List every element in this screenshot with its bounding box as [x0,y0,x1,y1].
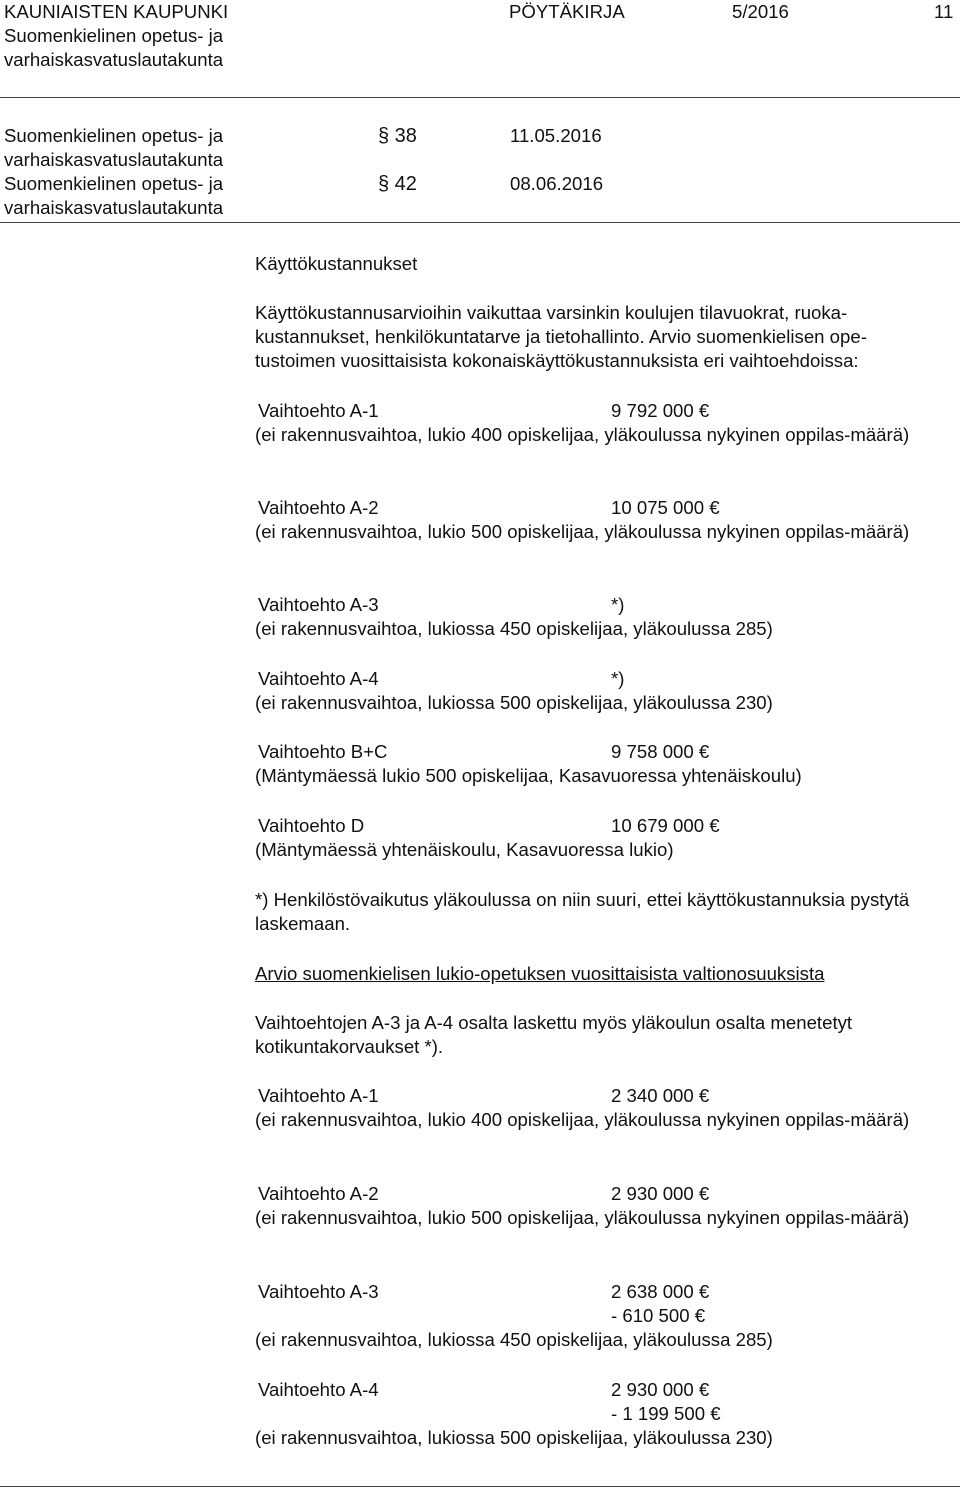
section-heading: Käyttökustannukset [255,253,418,274]
intro-paragraph: Käyttökustannusarvioihin vaikuttaa varsinkin koulujen tilavuokrat, ruoka-kustannukset, henkilökuntatarve ja tietohallinto. Arvio suomenkielisen ope-tustoimen vuosittaisista kokonaiskäyttökustannuksista eri vaihtoehdoissa: [255,302,867,371]
alternative-name: Vaihtoehto A-2 [258,1183,379,1204]
reference-date: 11.05.2016 [510,125,602,146]
subsidy-heading: Arvio suomenkielisen lukio-opetuksen vuosittaisista valtionosuuksista [255,963,825,984]
reference-body-line2: varhaiskasvatuslautakunta [4,149,224,170]
reference-date: 08.06.2016 [510,173,604,194]
alternative-description: (ei rakennusvaihtoa, lukiossa 500 opiskelijaa, yläkoulussa 230) [255,692,773,713]
alternative-name: Vaihtoehto A-4 [258,668,379,689]
alternative-amount: *) [611,594,625,615]
reference-section: § 38 [378,125,417,147]
alternative-amount: 2 930 000 € [611,1379,710,1400]
reference-body-line1: Suomenkielinen opetus- ja [4,125,224,146]
alternative-amount: 2 638 000 € [611,1281,710,1302]
alternative-name: Vaihtoehto A-1 [258,1085,379,1106]
page-number: 11 [934,1,954,22]
reference-section: § 42 [378,173,417,195]
alternative-amount: 9 758 000 € [611,741,710,762]
alternative-description: (ei rakennusvaihtoa, lukiossa 450 opiskelijaa, yläkoulussa 285) [255,618,773,639]
alternative-description: (ei rakennusvaihtoa, lukio 500 opiskelijaa, yläkoulussa nykyinen oppilas-määrä) [255,1207,910,1228]
alternative-name: Vaihtoehto A-3 [258,1281,379,1302]
header-divider [0,97,960,98]
alternative-amount: 9 792 000 € [611,400,710,421]
alternative-name: Vaihtoehto A-2 [258,497,379,518]
alternative-amount: 2 930 000 € [611,1183,710,1204]
footnote: *) Henkilöstövaikutus yläkoulussa on niin suuri, ettei käyttökustannuksia pystytä laskemaan. [255,889,910,934]
alternative-name: Vaihtoehto A-3 [258,594,379,615]
committee-line1: Suomenkielinen opetus- ja [4,25,224,46]
alternative-description: (Mäntymäessä yhtenäiskoulu, Kasavuoressa lukio) [255,839,674,860]
alternative-deduction: - 610 500 € [611,1305,706,1326]
alternative-amount: 10 075 000 € [611,497,720,518]
alternative-name: Vaihtoehto A-4 [258,1379,379,1400]
alternative-description: (ei rakennusvaihtoa, lukio 400 opiskelijaa, yläkoulussa nykyinen oppilas-määrä) [255,1109,910,1130]
alternative-name: Vaihtoehto B+C [258,741,388,762]
reference-divider [0,222,960,223]
alternative-amount: 2 340 000 € [611,1085,710,1106]
alternative-description: (ei rakennusvaihtoa, lukio 400 opiskelijaa, yläkoulussa nykyinen oppilas-määrä) [255,424,910,445]
document-number: 5/2016 [732,1,789,22]
alternative-amount: *) [611,668,625,689]
committee-line2: varhaiskasvatuslautakunta [4,49,224,70]
alternative-description: (Mäntymäessä lukio 500 opiskelijaa, Kasavuoressa yhtenäiskoulu) [255,765,802,786]
alternative-description: (ei rakennusvaihtoa, lukiossa 450 opiskelijaa, yläkoulussa 285) [255,1329,773,1350]
reference-body-line2: varhaiskasvatuslautakunta [4,197,224,218]
footer-divider [0,1486,960,1487]
alternative-name: Vaihtoehto D [258,815,365,836]
org-name: KAUNIAISTEN KAUPUNKI [4,1,229,22]
alternative-amount: 10 679 000 € [611,815,720,836]
alternative-deduction: - 1 199 500 € [611,1403,721,1424]
document-type: PÖYTÄKIRJA [509,1,625,22]
subsidy-intro: Vaihtoehtojen A-3 ja A-4 osalta laskettu myös yläkoulun osalta menetetyt kotikuntakorvaukset *). [255,1012,853,1057]
alternative-description: (ei rakennusvaihtoa, lukiossa 500 opiskelijaa, yläkoulussa 230) [255,1427,773,1448]
alternative-description: (ei rakennusvaihtoa, lukio 500 opiskelijaa, yläkoulussa nykyinen oppilas-määrä) [255,521,910,542]
alternative-name: Vaihtoehto A-1 [258,400,379,421]
reference-body-line1: Suomenkielinen opetus- ja [4,173,224,194]
